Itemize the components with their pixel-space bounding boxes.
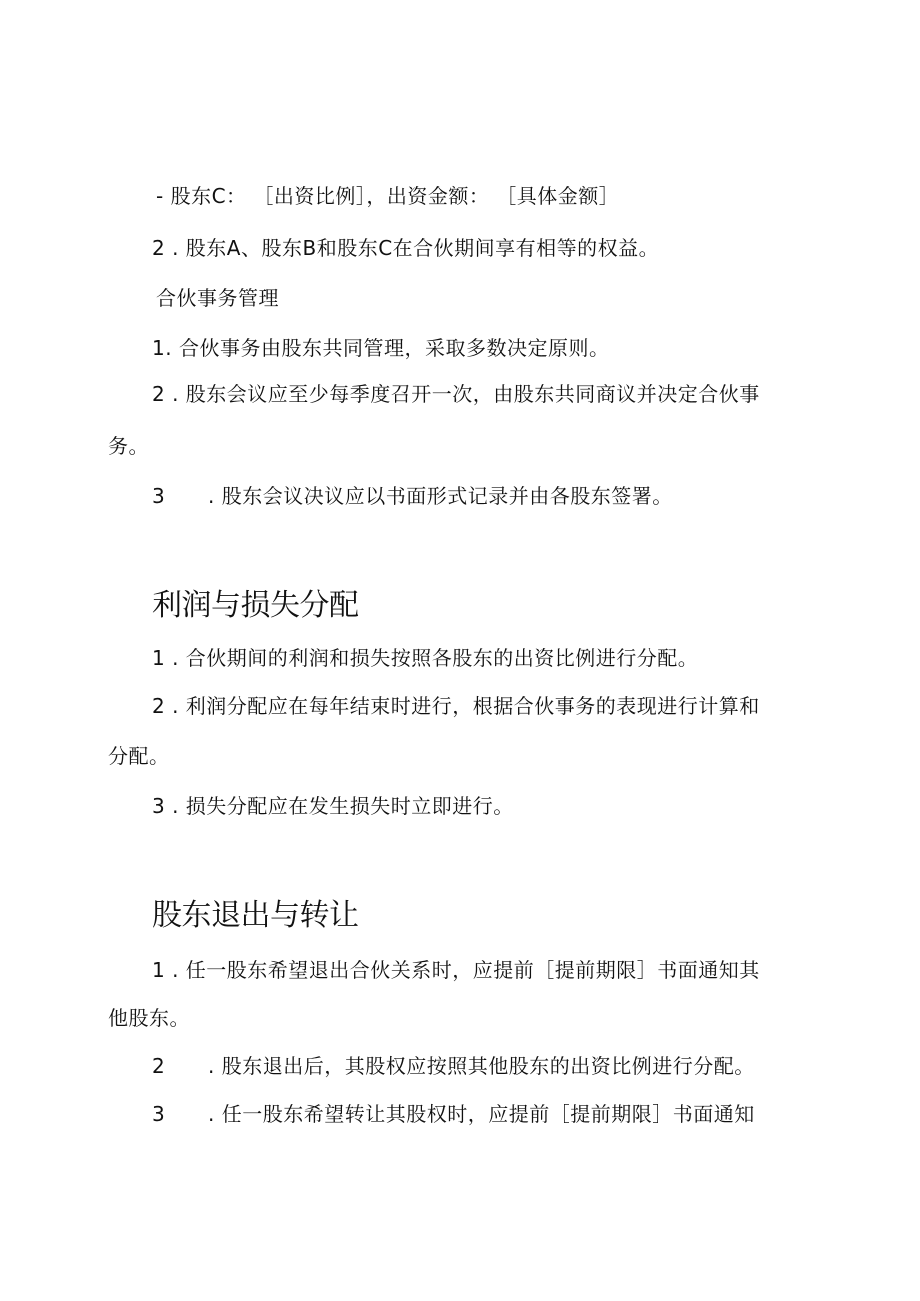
profit-item-2-line-1: 2 . 利润分配应在每年结束时进行，根据合伙事务的表现进行计算和	[152, 694, 760, 718]
management-item-2-line-2: 务。	[108, 434, 149, 458]
profit-loss-heading: 利润与损失分配	[152, 588, 359, 623]
exit-item-1-line-1: 1 . 任一股东希望退出合伙关系时，应提前［提前期限］书面通知其	[152, 958, 760, 982]
shareholder-c-line: - 股东C： ［出资比例］，出资金额： ［具体金额］	[156, 184, 620, 208]
management-item-3-text: . 股东会议决议应以书面形式记录并由各股东签署。	[208, 484, 673, 508]
exit-item-3-text: . 任一股东希望转让其股权时，应提前［提前期限］书面通知	[208, 1102, 755, 1126]
exit-item-2-text: . 股东退出后，其股权应按照其他股东的出资比例进行分配。	[208, 1054, 755, 1078]
profit-item-1: 1 . 合伙期间的利润和损失按照各股东的出资比例进行分配。	[152, 646, 699, 670]
exit-item-2-number: 2	[152, 1054, 166, 1078]
exit-item-3	[152, 1100, 755, 1128]
exit-item-3-number: 3	[152, 1102, 166, 1126]
management-item-2-line-1: 2 . 股东会议应至少每季度召开一次，由股东共同商议并决定合伙事	[152, 382, 760, 406]
equal-rights-line: 2 . 股东A、股东B和股东C在合伙期间享有相等的权益。	[152, 236, 660, 260]
profit-item-3: 3 . 损失分配应在发生损失时立即进行。	[152, 794, 514, 818]
exit-transfer-heading: 股东退出与转让	[152, 898, 359, 933]
management-item-3	[152, 482, 673, 510]
profit-item-2-line-2: 分配。	[108, 744, 170, 768]
management-item-3-number: 3	[152, 484, 166, 508]
exit-item-2	[152, 1052, 755, 1080]
partnership-management-title: 合伙事务管理	[156, 286, 279, 310]
exit-item-1-line-2: 他股东。	[108, 1006, 190, 1030]
management-item-1: 1. 合伙事务由股东共同管理，采取多数决定原则。	[152, 336, 610, 360]
